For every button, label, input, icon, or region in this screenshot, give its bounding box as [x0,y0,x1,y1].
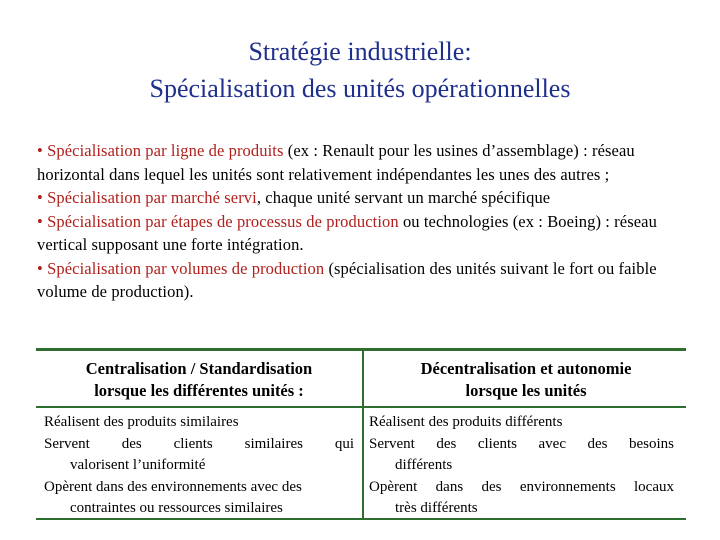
bullet-item [37,139,687,186]
bullet-text: ou technologies (ex : Boeing) : réseau vertical supposant une forte intégration. [37,211,657,254]
bullet-highlight: Spécialisation par volumes de production [47,258,325,278]
cell-line: Réalisent des produits similaires [44,414,239,430]
table-header-divider [36,406,686,408]
title-line-2: Spécialisation des unités opérationnelles [149,74,571,103]
title-line-1: Stratégie industrielle: [248,37,472,66]
header-line: lorsque les unités [465,381,587,400]
header-line: lorsque les différentes unités : [94,381,304,400]
cell-line: Servent des clients similaires qui [44,435,354,452]
bullet-item [37,210,687,257]
bullet-marker: • [37,141,48,160]
cell-decentralisation [369,412,674,520]
table-column-divider [362,348,364,520]
bullet-highlight: Spécialisation par étapes de processus de production [47,211,399,231]
bullet-item [37,257,687,304]
bullet-highlight: Spécialisation par marché servi [47,188,257,207]
bullet-item [37,186,687,210]
cell-centralisation [44,412,354,520]
comparison-table [36,348,686,520]
cell-line: Réalisent des produits différents [369,414,563,430]
bullet-text: , chaque unité servant un marché spécifique [256,188,551,207]
page-title [0,33,720,107]
header-decentralisation [366,358,686,402]
bullet-list [37,139,687,304]
header-line: Centralisation / Standardisation [85,359,313,378]
bullet-text: (spécialisation des unités suivant le fort ou faible volume de production). [37,258,657,301]
bullet-marker: • [37,258,48,278]
cell-line: valorisent l’uniformité [70,457,206,473]
bullet-marker: • [37,211,48,231]
bullet-text: (ex : Renault pour les usines d’assemblage) : réseau horizontal dans lequel les unités sont relativement indépendantes les unes des autres ; [37,141,635,184]
cell-line: Servent des clients avec des besoins [369,435,674,452]
header-centralisation [36,358,362,402]
header-line: Décentralisation et autonomie [420,359,632,378]
cell-line: très différents [395,500,478,516]
bullet-marker: • [37,188,48,207]
cell-line: contraintes ou ressources similaires [70,500,283,516]
cell-line: différents [395,457,453,473]
cell-line: Opèrent dans des environnements avec des [44,478,302,495]
bullet-highlight: Spécialisation par ligne de produits [47,141,284,160]
cell-line: Opèrent dans des environnements locaux [369,478,674,495]
